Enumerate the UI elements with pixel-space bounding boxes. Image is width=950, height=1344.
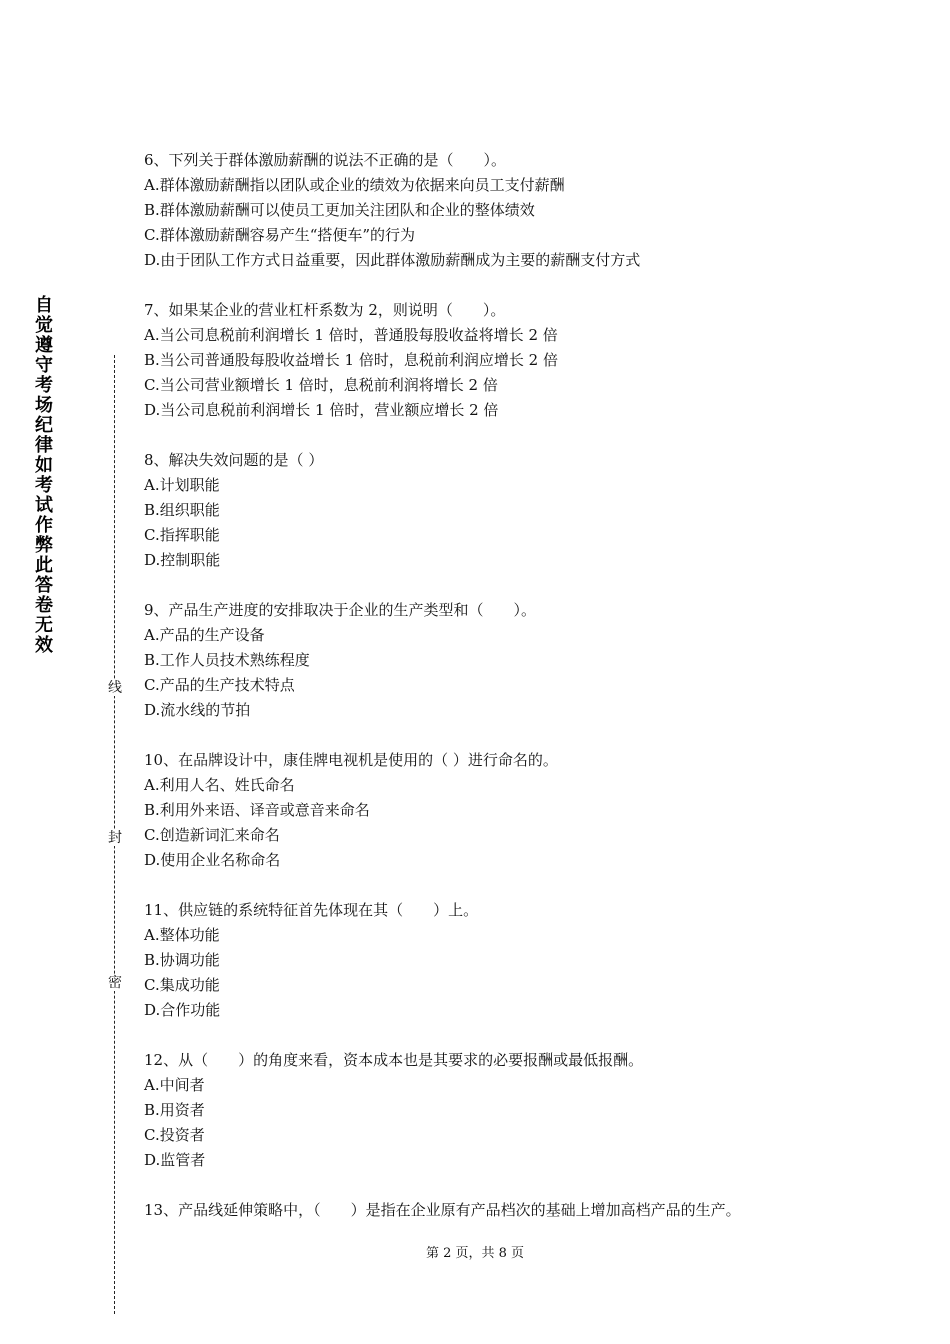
- option-b: B.群体激励薪酬可以使员工更加关注团队和企业的整体绩效: [144, 201, 535, 219]
- option-b: B.协调功能: [144, 951, 220, 969]
- question-7: [144, 298, 864, 423]
- option-b: B.用资者: [144, 1101, 205, 1119]
- question-stem: 12、从（ ）的角度来看，资本成本也是其要求的必要报酬或最低报酬。: [144, 1051, 644, 1069]
- option-c: C.群体激励薪酬容易产生“搭便车”的行为: [144, 226, 416, 244]
- option-a: A.中间者: [144, 1076, 205, 1094]
- binding-mark-seal: 封: [108, 830, 122, 846]
- option-c: C.投资者: [144, 1126, 205, 1144]
- option-c: C.集成功能: [144, 976, 220, 994]
- option-c: C.当公司营业额增长 1 倍时，息税前利润将增长 2 倍: [144, 376, 498, 394]
- question-stem: 6、下列关于群体激励薪酬的说法不正确的是（ ）。: [144, 151, 507, 169]
- option-b: B.利用外来语、译音或意音来命名: [144, 801, 370, 819]
- option-b: B.工作人员技术熟练程度: [144, 651, 310, 669]
- question-stem: 9、产品生产进度的安排取决于企业的生产类型和（ ）。: [144, 601, 537, 619]
- question-list: [144, 148, 864, 1248]
- option-a: A.当公司息税前利润增长 1 倍时，普通股每股收益将增长 2 倍: [144, 326, 558, 344]
- question-12: [144, 1048, 864, 1173]
- option-a: A.群体激励薪酬指以团队或企业的绩效为依据来向员工支付薪酬: [144, 176, 565, 194]
- option-d: D.监管者: [144, 1151, 206, 1169]
- option-b: B.组织职能: [144, 501, 220, 519]
- option-a: A.整体功能: [144, 926, 220, 944]
- option-d: D.由于团队工作方式日益重要，因此群体激励薪酬成为主要的薪酬支付方式: [144, 251, 641, 269]
- question-stem: 8、解决失效问题的是（ ）: [144, 451, 324, 469]
- option-d: D.流水线的节拍: [144, 701, 251, 719]
- binding-mark-line: 线: [108, 680, 122, 696]
- question-stem: 7、如果某企业的营业杠杆系数为 2，则说明（ ）。: [144, 301, 506, 319]
- question-11: [144, 898, 864, 1023]
- option-a: A.利用人名、姓氏命名: [144, 776, 295, 794]
- binding-mark-secret: 密: [108, 975, 122, 991]
- question-stem: 13、产品线延伸策略中，（ ）是指在企业原有产品档次的基础上增加高档产品的生产。: [144, 1201, 741, 1219]
- question-9: [144, 598, 864, 723]
- option-c: C.产品的生产技术特点: [144, 676, 295, 694]
- side-notice: 自觉遵守考场纪律如考试作弊此答卷无效: [35, 295, 53, 656]
- option-b: B.当公司普通股每股收益增长 1 倍时，息税前利润应增长 2 倍: [144, 351, 558, 369]
- option-c: C.创造新词汇来命名: [144, 826, 280, 844]
- question-8: [144, 448, 864, 573]
- option-d: D.当公司息税前利润增长 1 倍时，营业额应增长 2 倍: [144, 401, 499, 419]
- option-a: A.计划职能: [144, 476, 220, 494]
- option-c: C.指挥职能: [144, 526, 220, 544]
- question-stem: 10、在品牌设计中，康佳牌电视机是使用的（ ）进行命名的。: [144, 751, 558, 769]
- question-stem: 11、供应链的系统特征首先体现在其（ ）上。: [144, 901, 479, 919]
- page-footer: 第 2 页，共 8 页: [425, 1246, 525, 1261]
- option-d: D.控制职能: [144, 551, 221, 569]
- question-13: [144, 1198, 864, 1223]
- option-d: D.合作功能: [144, 1001, 221, 1019]
- option-d: D.使用企业名称命名: [144, 851, 281, 869]
- question-10: [144, 748, 864, 873]
- option-a: A.产品的生产设备: [144, 626, 265, 644]
- question-6: [144, 148, 864, 273]
